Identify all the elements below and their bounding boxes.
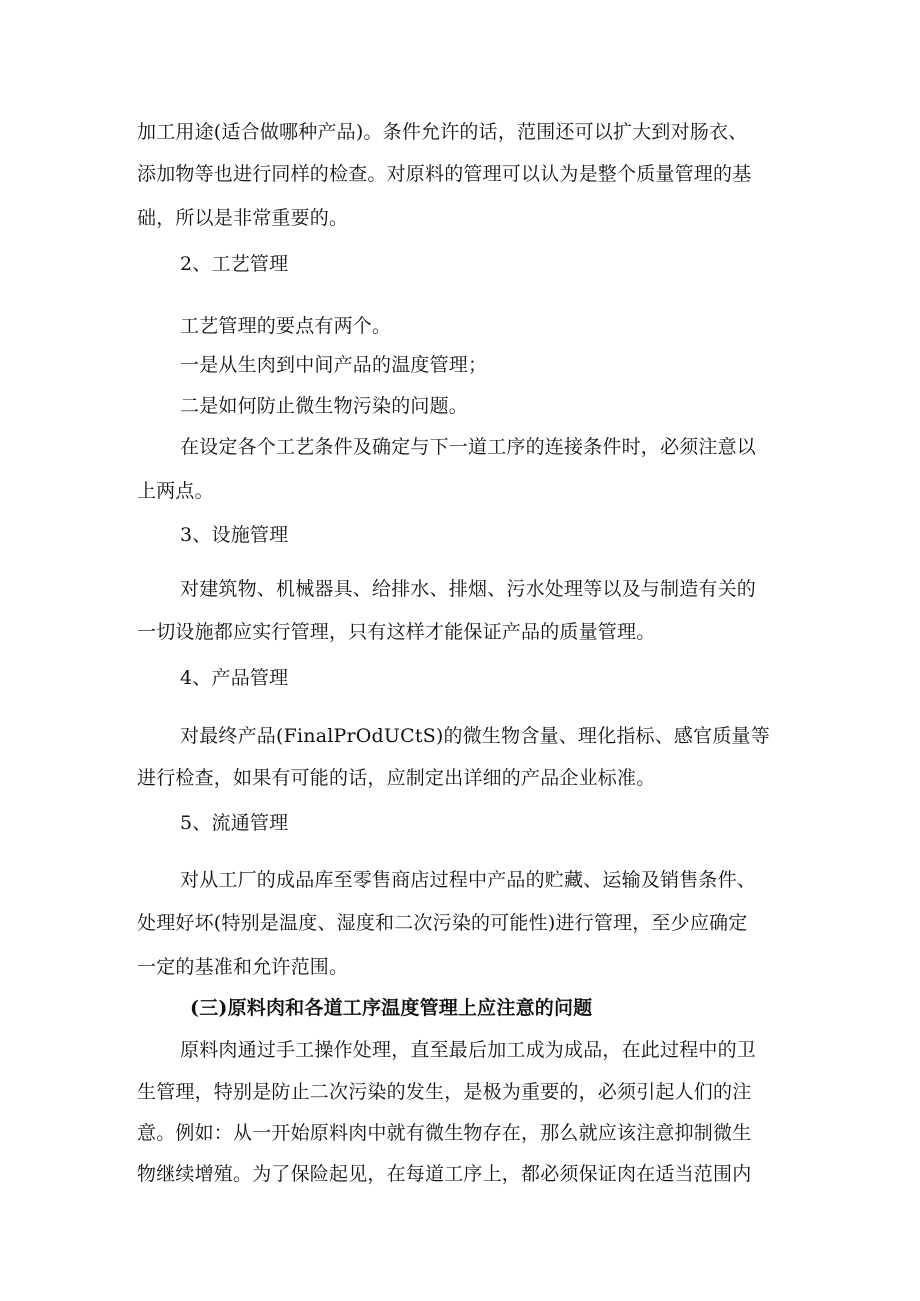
text-line: 生管理，特别是防止二次污染的发生，是极为重要的，必须引起人们的注 [137,1081,752,1103]
text-line: 加工用途(适合做哪种产品)。条件允许的话，范围还可以扩大到对肠衣、 [137,121,748,143]
section-heading: (三)原料肉和各道工序温度管理上应注意的问题 [190,997,593,1019]
text-line: 在设定各个工艺条件及确定与下一道工序的连接条件时，必须注意以 [180,436,757,458]
text-line: 添加物等也进行同样的检查。对原料的管理可以认为是整个质量管理的基 [137,163,752,185]
subheading-facility-management: 3、设施管理 [180,524,289,546]
text-line: 二是如何防止微生物污染的问题。 [180,395,469,417]
text-line: 一切设施都应实行管理，只有这样才能保证产品的质量管理。 [137,621,656,643]
subheading-distribution-management: 5、流通管理 [180,812,289,834]
text-line: 原料肉通过手工操作处理，直至最后加工成为成品，在此过程中的卫 [180,1039,757,1061]
text-line: 意。例如：从一开始原料肉中就有微生物存在，那么就应该注意抑制微生 [137,1122,752,1144]
text-line: 对建筑物、机械器具、给排水、排烟、污水处理等以及与制造有关的 [180,578,757,600]
subheading-process-management: 2、工艺管理 [180,253,289,275]
text-line: 础，所以是非常重要的。 [137,207,349,229]
text-line: 一是从生肉到中间产品的温度管理； [180,354,488,376]
text-line: 物继续增殖。为了保险起见，在每道工序上，都必须保证肉在适当范围内 [137,1163,752,1185]
text-line: 对最终产品(FinalPrOdUCtS)的微生物含量、理化指标、感官质量等 [180,725,770,747]
subheading-product-management: 4、产品管理 [180,667,289,689]
text-line: 上两点。 [137,480,214,502]
text-line: 对从工厂的成品库至零售商店过程中产品的贮藏、运输及销售条件、 [180,869,757,891]
text-line: 进行检查，如果有可能的话，应制定出详细的产品企业标准。 [137,767,656,789]
text-line: 一定的基准和允许范围。 [137,956,349,978]
text-line: 工艺管理的要点有两个。 [180,315,392,337]
text-line: 处理好坏(特别是温度、湿度和二次污染的可能性)进行管理，至少应确定 [137,912,748,934]
